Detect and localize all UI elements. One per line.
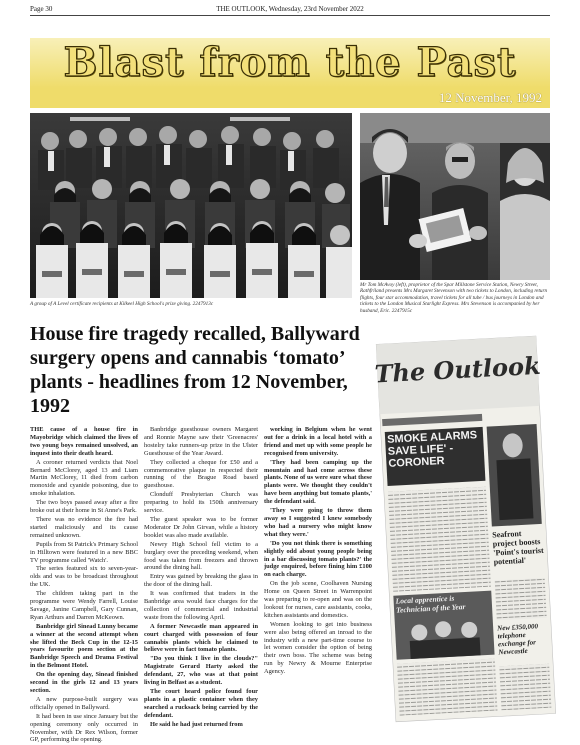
article-paragraph: The court heard police found four plants in a plastic container when they searched a rucksack being carried by the defendant. [144, 688, 258, 719]
article-headline: House fire tragedy recalled, Ballyward surgery opens and cannabis ‘tomato’ plants - headlines from 12 November, 1992 [30, 323, 360, 417]
page-folio [30, 4, 550, 16]
article-paragraph: "Do you think I live in the clouds?" Magistrate Gerard Harty asked the defendant, 27, who was at that point living in Belfast as a student. [144, 655, 258, 687]
article-column-1 [30, 426, 138, 745]
article-paragraph: On the opening day, Sinead finished second in the girls 12 and 13 years section. [30, 671, 138, 694]
clipping-story-headline: Seafront project boosts 'Point's tourist potential' [492, 529, 544, 567]
page-number: Page 30 [30, 5, 53, 13]
article-column-3 [264, 426, 372, 677]
presentation-photo [360, 113, 550, 280]
group-photo-caption: A group of A Level certificate recipients at Kilkeel High School's prize giving. 2247913c [30, 301, 214, 307]
article-paragraph: Banbridge guesthouse owners Margaret and Ronnie Mayne saw their 'Greenacres' hostelry take runners-up prize in the Ulster Guesthouse of the Year Award. [144, 426, 258, 457]
article-paragraph: Clonduff Presbyterian Church was preparing to hold its 150th anniversary service. [144, 491, 258, 515]
article-paragraph: A new purpose-built surgery was officially opened in Ballyward. [30, 695, 138, 711]
archive-date: 12 November, 1992 [438, 90, 542, 105]
article-paragraph: There was no evidence the fire had started maliciously and its cause remained unknown. [30, 515, 138, 539]
article-paragraph: The children taking part in the programme were Wendy Farrell, Louise Savage, Janine Campbell, Gary Cunnan, Ryan Arthurs and Darren McKeown. [30, 590, 138, 621]
article-paragraph: THE cause of a house fire in Mayobridge which claimed the lives of two young boys remained unsolved, an inquest into their death heard. [30, 426, 138, 457]
article-paragraph: Entry was gained by breaking the glass in the door of the dining hall. [144, 573, 258, 589]
article-paragraph: working in Belgium when he went out for a drink in a local hotel with a friend and met up with some people he recognised from university. [264, 426, 372, 457]
clipping-lead-headline: SMOKE ALARMS SAVE LIFE' - CORONER [386, 429, 478, 470]
clipping-masthead: The Outlook [373, 350, 542, 389]
article-paragraph: A coroner returned verdicts that Noel Bernard McClorey, aged 13 and Liam Martin McClorey, 11 died from carbon monoxide and cyanide poisoning, due to smoke inhalation. [30, 458, 138, 498]
article-paragraph: 'They had been camping up the mountain and had come across these plants. None of us were sure what these plants were. We thought they couldn't have been anything but tomato plants,' the defendant said. [264, 458, 372, 506]
article-paragraph: Women looking to get into business were also being offered an inroad to the industry with a new part-time course to let women consider the option of being their own boss. The scheme was being run by Newry & Mourne Enterprise Agency. [264, 620, 372, 676]
article-paragraph: Newry High School fell victim to a burglary over the preceding weekend, when food was taken from freezers and thrown around the dining hall. [144, 540, 258, 572]
clipping-story-headline: New £350,000 telephone exchange for Newcastle [496, 622, 539, 657]
clipping-story-headline: Local apprentice is Technician of the Year [395, 593, 466, 615]
article-paragraph: 'Do you not think there is something slightly odd about young people being in a bar discussing tomato plants?' the judge enquired, before fining him £100 on each charge. [264, 539, 372, 579]
article-paragraph: The series featured six to seven-year-olds and was to be broadcast throughout the UK. [30, 565, 138, 589]
group-photo [30, 113, 352, 298]
article-paragraph: The two boys passed away after a fire broke out at their home in St Anne's Park. [30, 499, 138, 515]
article-paragraph: Pupils from St Patrick's Primary School in Hilltown were featured in a new BBC TV programme called 'Watch'. [30, 540, 138, 564]
article-paragraph: Banbridge girl Sinead Lunny became a winner at the second attempt when she lifted the Beck Cup in the 12-15 years favourite poem section at the Banbridge Speech and Drama Festival in the Belmont Hotel. [30, 622, 138, 670]
article-paragraph: The guest speaker was to be former Moderator Dr John Girvan, while a history booklet was also made available. [144, 515, 258, 539]
article-paragraph: He said he had just returned from [150, 720, 243, 728]
article-paragraph: It was confirmed that traders in the Banbridge area would face charges for the collection of commercial and industrial waste from the following April. [144, 590, 258, 621]
date-band [30, 88, 550, 108]
presentation-photo-caption: Mr Tom McAvoy (left), proprietor of the Spar Millstone Service Station, Newry Street, Rathfriland presents Mrs Margaret Stevenson with two tickets to London, including return flights, four star accommodation, travel tickets for all tube / bus journeys in London and tickets to the London Musical Starlight Express. Mrs Stevenson is accompanied by her husband, Eric. 2247915c [360, 282, 548, 314]
article-paragraph: A former Newcastle man appeared in court charged with possession of four cannabis plants which he claimed to believe were in fact tomato plants. [144, 622, 258, 654]
article-column-2 [144, 426, 258, 730]
article-paragraph: It had been in use since January but the opening ceremony only occurred in November, with Dr Rex Wilson, former GP, performing the opening. [30, 712, 138, 744]
archive-front-page-clipping [373, 330, 550, 725]
banner-title: Blast from the Past [63, 39, 517, 86]
section-banner [30, 38, 550, 88]
article-paragraph: 'They were going to throw them away so I suggested I knew somebody who had a nursery who might know what they were.' [264, 507, 372, 538]
issue-date-line: THE OUTLOOK, Wednesday, 23rd November 2022 [216, 5, 364, 13]
article-paragraph: On the job scene, Coolhaven Nursing Home on Queen Street in Warrenpoint was preparing to re-open and was on the lookout for nurses, care assistants, cooks, kitchen assistants and domestics. [264, 580, 372, 619]
article-paragraph: They collected a cheque for £50 and a commemorative plaque in respected their running of the Brague Road based guesthouse. [144, 458, 258, 490]
